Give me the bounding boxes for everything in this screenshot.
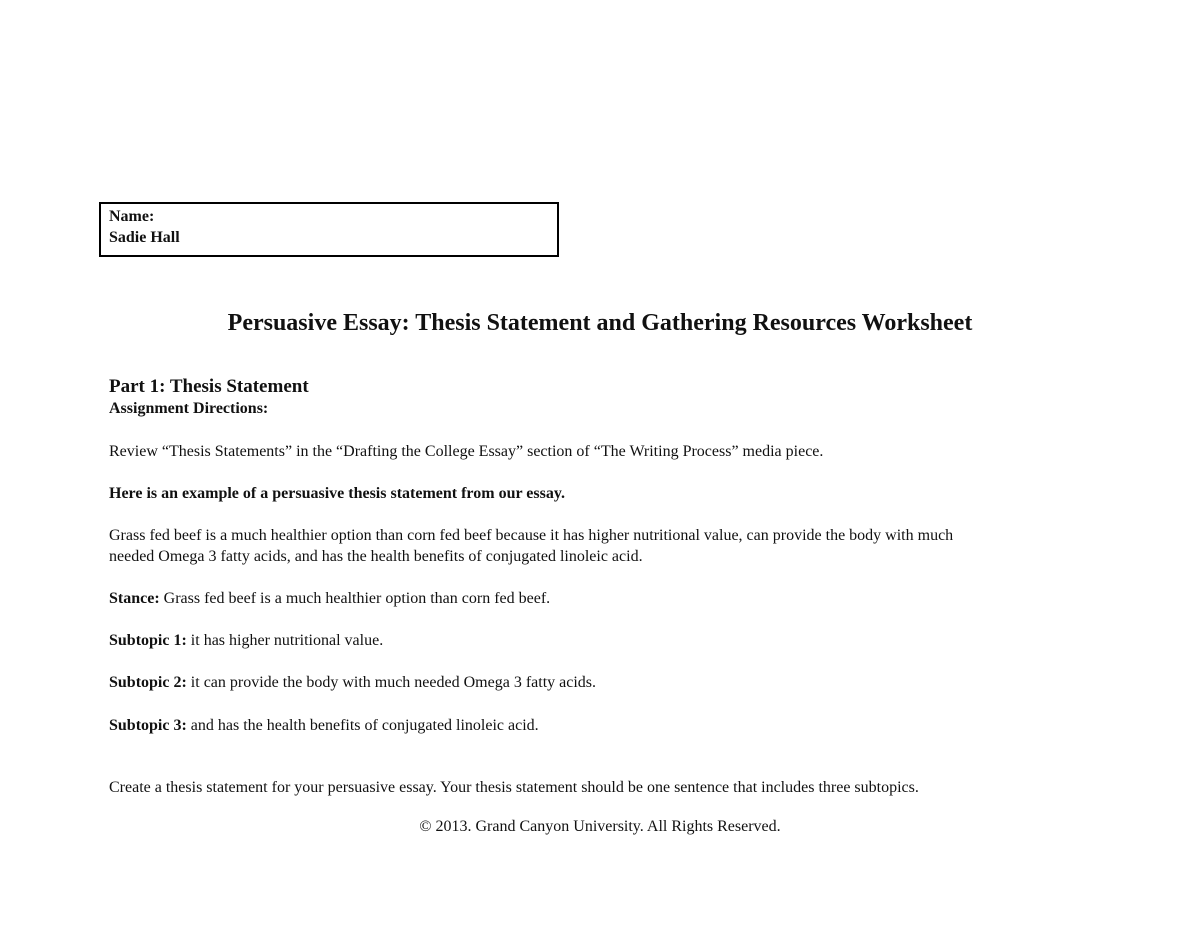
assignment-directions-label: Assignment Directions: bbox=[109, 400, 269, 417]
stance-text: Grass fed beef is a much healthier option than corn fed beef. bbox=[159, 590, 551, 607]
example-thesis bbox=[109, 525, 1089, 567]
subtopic-2-text: it can provide the body with much needed Omega 3 fatty acids. bbox=[186, 674, 597, 691]
subtopic-3-label: Subtopic 3: bbox=[109, 717, 187, 734]
stance-label: Stance: bbox=[109, 590, 160, 607]
stance-line bbox=[109, 588, 1089, 609]
example-thesis-line-1: Grass fed beef is a much healthier option than corn fed beef because it has higher nutritional value, can provide the body with much bbox=[109, 527, 954, 544]
part1-header bbox=[109, 376, 1089, 419]
copyright-footer: © 2013. Grand Canyon University. All Rights Reserved. bbox=[419, 818, 781, 835]
name-label: Name: bbox=[109, 208, 155, 225]
subtopic-1-text: it has higher nutritional value. bbox=[186, 632, 384, 649]
subtopic-1-line bbox=[109, 630, 1089, 651]
subtopic-1-label: Subtopic 1: bbox=[109, 632, 187, 649]
name-value: Sadie Hall bbox=[109, 229, 180, 246]
example-intro: Here is an example of a persuasive thesis statement from our essay. bbox=[109, 485, 565, 502]
subtopic-2-line bbox=[109, 672, 1089, 693]
review-text: Review “Thesis Statements” in the “Drafting the College Essay” section of “The Writing Process” media piece. bbox=[109, 443, 824, 460]
name-box bbox=[99, 202, 559, 257]
example-thesis-line-2: needed Omega 3 fatty acids, and has the health benefits of conjugated linoleic acid. bbox=[109, 548, 643, 565]
document-title: Persuasive Essay: Thesis Statement and Gathering Resources Worksheet bbox=[227, 310, 973, 336]
subtopic-2-label: Subtopic 2: bbox=[109, 674, 187, 691]
subtopic-3-text: and has the health benefits of conjugated linoleic acid. bbox=[186, 717, 539, 734]
instruction-text: Create a thesis statement for your persuasive essay. Your thesis statement should be one sentence that includes three subtopics. bbox=[109, 779, 919, 796]
subtopic-3-line bbox=[109, 715, 1089, 736]
part1-heading: Part 1: Thesis Statement bbox=[109, 376, 309, 397]
